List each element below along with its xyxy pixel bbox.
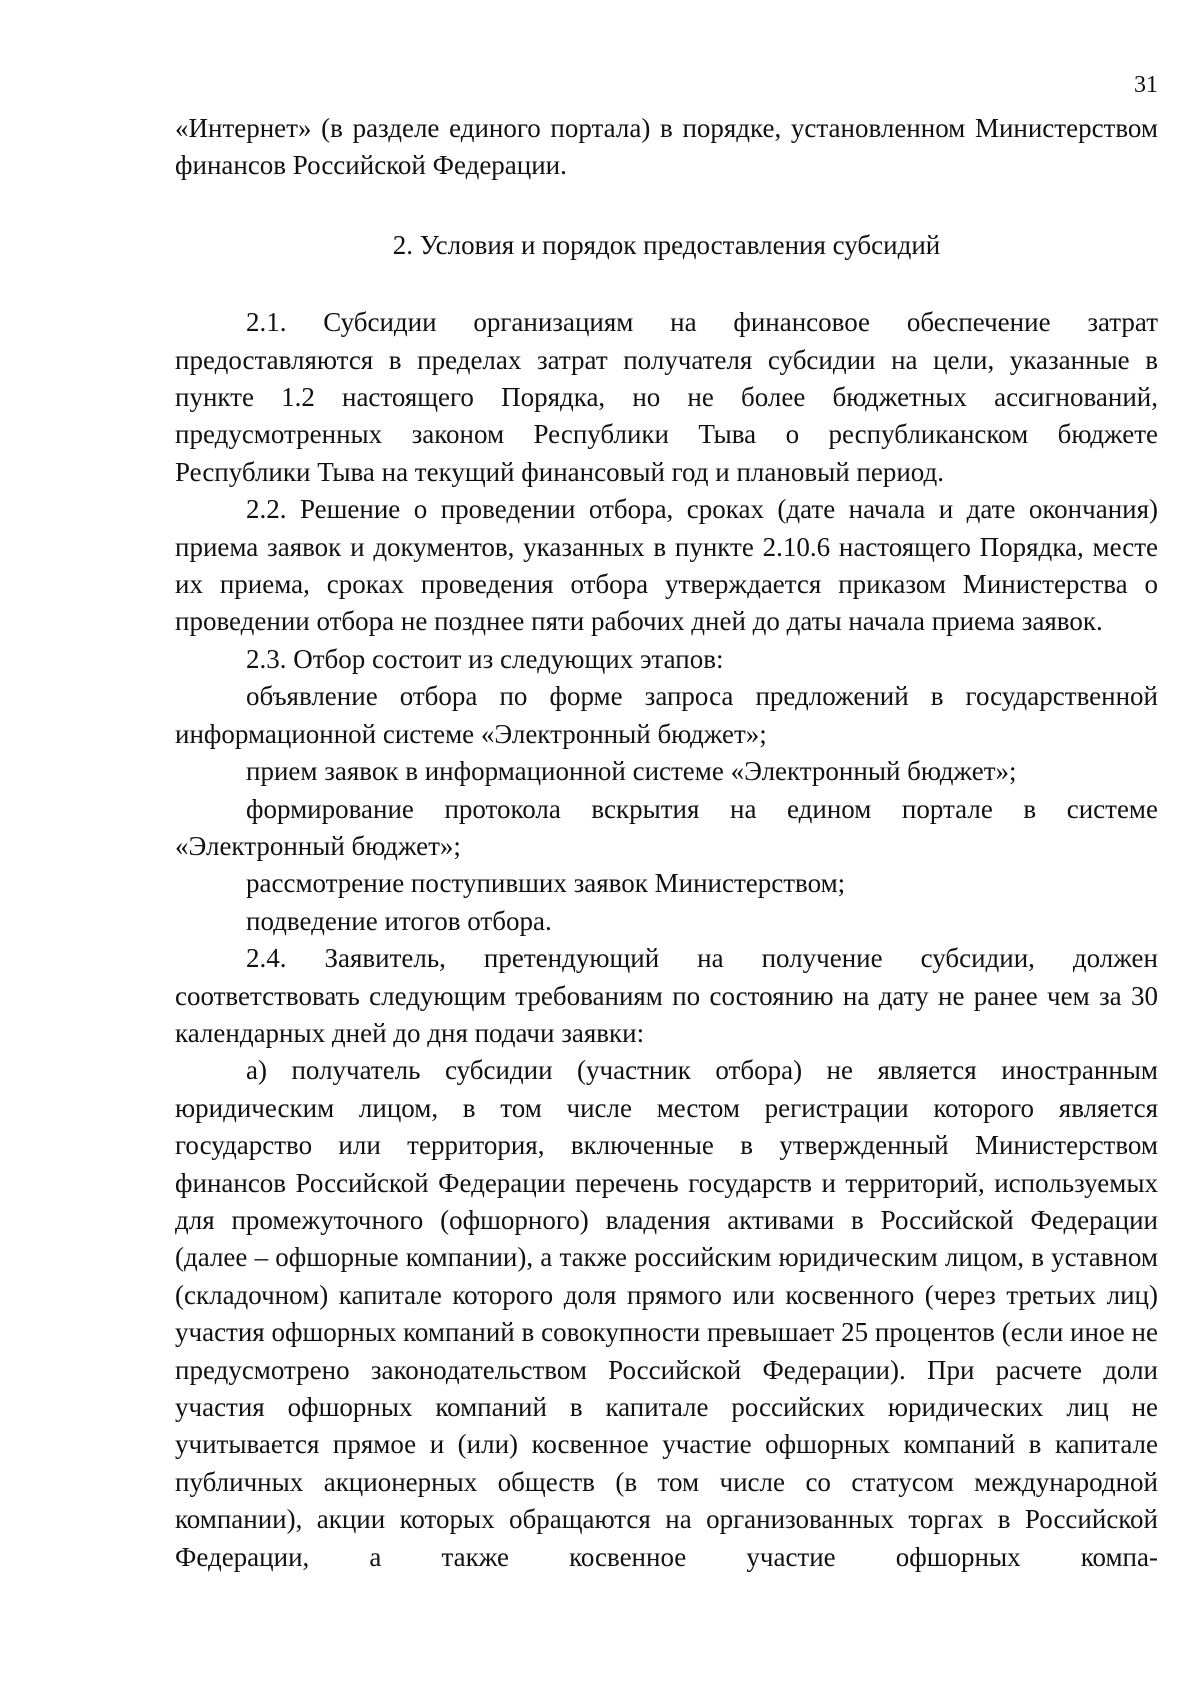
paragraph-2-1: 2.1. Субсидии организациям на финансовое обеспечение затрат предоставляются в пределах затрат получателя субсидии на цели, указанные в пункте 1.2 настоящего Порядка, но не более бюджетных ассигнований, предусмотренных законом Республики Тыва о республиканском бюджете Республики Тыва на текущий финансовый год и плановый период. bbox=[175, 307, 1158, 487]
stage-item-results: подведение итогов отбора. bbox=[246, 905, 552, 936]
paragraph-2-4-a: а) получатель субсидии (участник отбора) не является иностранным юридическим лицом, в том числе местом регистрации которого является государство или территория, включенные в утвержденный Министерством финансов Российской Федерации перечень государств и территорий, используемых для промежуточного (офшорного) владения активами в Российской Федерации (далее – офшорные компании), а также российским юридическим лицом, в уставном (складочном) капитале которого доля прямого или косвенного (через третьих лиц) участия офшорных компаний в совокупности превышает 25 процентов (если иное не предусмотрено законодательством Российской Федерации). При расчете доли участия офшорных компаний в капитале российских юридических лиц не учитывается прямое и (или) косвенное участие офшорных компаний в капитале публичных акционерных обществ (в том числе со статусом международной компании), акции которых обращаются на организованных торгах в Российской Федерации, а также косвенное участие офшорных компа- bbox=[175, 1055, 1158, 1572]
stage-item-receipt: прием заявок в информационной системе «Электронный бюджет»; bbox=[246, 756, 1017, 787]
paragraph-2-2: 2.2. Решение о проведении отбора, сроках (дате начала и дате окончания) приема заявок и документов, указанных в пункте 2.10.6 настоящего Порядка, месте их приема, сроках проведения отбора утверждается приказом Министерства о проведении отбора не позднее пяти рабочих дней до даты начала приема заявок. bbox=[175, 494, 1158, 637]
section-heading: 2. Условия и порядок предоставления субсидий bbox=[392, 229, 941, 260]
paragraph-2-4: 2.4. Заявитель, претендующий на получение субсидии, должен соответствовать следующим требованиям по состоянию на дату не ранее чем за 30 календарных дней до дня подачи заявки: bbox=[175, 943, 1158, 1048]
paragraph-2-3: 2.3. Отбор состоит из следующих этапов: bbox=[246, 643, 724, 674]
intro-paragraph: «Интернет» (в разделе единого портала) в порядке, установленном Министерством финансов Российской Федерации. bbox=[175, 113, 1158, 181]
stage-item-announcement: объявление отбора по форме запроса предложений в государственной информационной системе «Электронный бюджет»; bbox=[175, 681, 1158, 749]
stage-item-protocol: формирование протокола вскрытия на едином портале в системе «Электронный бюджет»; bbox=[175, 793, 1158, 861]
stage-item-review: рассмотрение поступивших заявок Министерством; bbox=[246, 868, 846, 899]
page-number: 31 bbox=[1134, 72, 1158, 98]
document-body bbox=[175, 110, 1158, 1576]
